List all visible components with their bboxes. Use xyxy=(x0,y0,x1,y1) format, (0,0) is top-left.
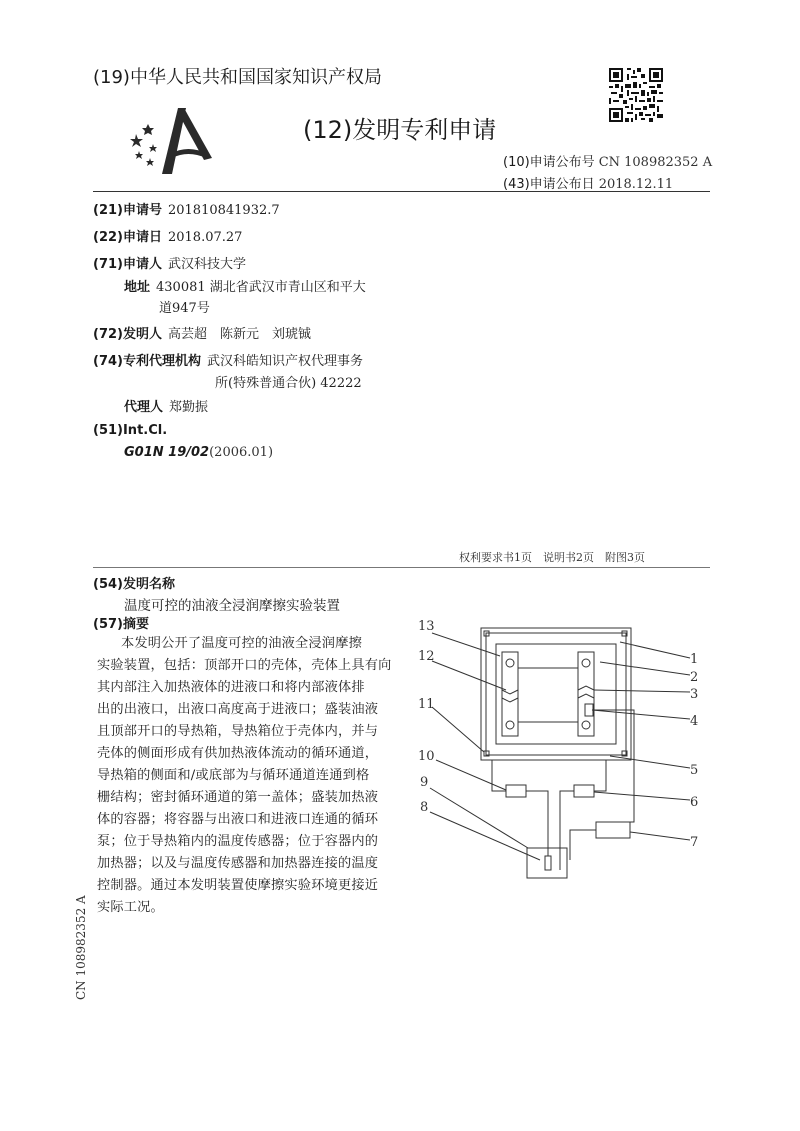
figure-label: 4 xyxy=(690,714,699,729)
patent-agency-line-1: 武汉科皓知识产权代理事务 xyxy=(206,354,363,369)
abstract-line: 且顶部开口的导热箱，导热箱位于壳体内，并与 xyxy=(97,724,379,739)
heat-box xyxy=(496,644,616,744)
header-divider xyxy=(93,191,710,192)
publication-date-value: 2018.12.11 xyxy=(598,177,674,192)
abstract-label: (57)摘要 xyxy=(93,617,149,632)
application-date xyxy=(93,226,242,245)
patent-agency-line-2: 所(特殊普通合伙) 42222 xyxy=(215,376,362,391)
patent-figure xyxy=(410,612,710,882)
abstract-line: 导热箱的侧面和/或底部为与循环通道连通到格 xyxy=(97,768,370,783)
abstract-line: 其内部注入加热液体的进液口和将内部液体排 xyxy=(97,680,365,695)
int-cl-classification xyxy=(124,445,273,460)
application-number xyxy=(93,199,280,218)
int-cl-label: (51)Int.Cl. xyxy=(93,423,168,438)
abstract-line: 泵；位于导热箱内的温度传感器；位于容器内的 xyxy=(97,834,379,849)
figure-label: 8 xyxy=(420,800,429,815)
agent-value: 郑勤振 xyxy=(169,400,209,415)
abstract-line: 加热器；以及与温度传感器和加热器连接的温度 xyxy=(97,856,379,871)
address-line-2: 道947号 xyxy=(159,301,210,316)
abstract-line: 实际工况。 xyxy=(97,900,164,915)
figure-label: 13 xyxy=(418,619,435,634)
address xyxy=(124,276,366,295)
patent-agency xyxy=(93,350,363,369)
int-cl xyxy=(93,423,167,438)
application-number-value: 201810841932.7 xyxy=(167,203,280,218)
figure-label: 7 xyxy=(690,835,699,850)
publication-number-value: CN 108982352 A xyxy=(598,155,713,170)
figure-label: 2 xyxy=(690,670,699,685)
applicant-label: (71)申请人 xyxy=(93,257,162,272)
figure-label: 10 xyxy=(418,749,435,764)
int-cl-version: (2006.01) xyxy=(209,445,274,460)
office-title: (19)中华人民共和国国家知识产权局 xyxy=(93,67,382,88)
int-cl-code: G01N 19/02 xyxy=(124,445,210,460)
side-publication-number: CN 108982352 A xyxy=(74,895,88,1000)
inventors xyxy=(93,323,311,342)
applicant-value: 武汉科技大学 xyxy=(167,257,246,272)
figure-label: 12 xyxy=(418,649,435,664)
abstract-line: 壳体的侧面形成有供加热液体流动的循环通道， xyxy=(97,746,379,761)
applicant xyxy=(93,253,246,272)
agent xyxy=(124,396,208,415)
application-date-value: 2018.07.27 xyxy=(167,230,243,245)
housing-outer xyxy=(481,628,631,760)
abstract-line: 出的出液口，出液口高度高于进液口；盛装油液 xyxy=(97,702,379,717)
invention-title-label: (54)发明名称 xyxy=(93,577,175,592)
patent-agency-label: (74)专利代理机构 xyxy=(93,354,201,369)
inventors-value: 高芸超 陈新元 刘琥铖 xyxy=(167,327,311,342)
abstract-line: 体的容器；将容器与出液口和进液口连通的循环 xyxy=(97,812,379,827)
figure-label: 9 xyxy=(420,775,429,790)
abstract-line: 栅结构；密封循环通道的第一盖体；盛装加热液 xyxy=(97,790,379,805)
application-number-label: (21)申请号 xyxy=(93,203,162,218)
figure-label: 11 xyxy=(418,697,435,712)
cnipa-logo-icon xyxy=(128,96,214,178)
abstract-line: 控制器。通过本发明装置使摩擦实验环境更接近 xyxy=(97,878,379,893)
inventors-label: (72)发明人 xyxy=(93,327,162,342)
patent-agency-continued xyxy=(215,372,362,391)
housing-inner xyxy=(486,633,626,755)
invention-title: 温度可控的油液全浸润摩擦实验装置 xyxy=(124,598,340,614)
figure-label: 5 xyxy=(690,763,699,778)
agent-label: 代理人 xyxy=(124,400,164,415)
publication-date-label: (43)申请公布日 xyxy=(503,177,595,192)
figure-label: 1 xyxy=(690,652,699,667)
address-line-1: 430081 湖北省武汉市青山区和平大 xyxy=(156,280,366,295)
section-divider xyxy=(93,567,710,568)
figure-label: 6 xyxy=(690,795,699,810)
address-label: 地址 xyxy=(124,280,151,295)
figure-label: 3 xyxy=(690,687,699,702)
pages-info: 权利要求书1页 说明书2页 附图3页 xyxy=(459,551,645,564)
abstract-line: 本发明公开了温度可控的油液全浸润摩擦 xyxy=(121,636,362,651)
document-type-title: (12)发明专利申请 xyxy=(303,116,497,144)
publication-date xyxy=(503,173,673,192)
qr-code-icon[interactable] xyxy=(609,68,663,122)
publication-number-label: (10)申请公布号 xyxy=(503,155,595,170)
address-continued xyxy=(159,297,210,316)
publication-number xyxy=(503,151,712,170)
abstract-line: 实验装置，包括：顶部开口的壳体，壳体上具有向 xyxy=(97,658,392,673)
application-date-label: (22)申请日 xyxy=(93,230,162,245)
